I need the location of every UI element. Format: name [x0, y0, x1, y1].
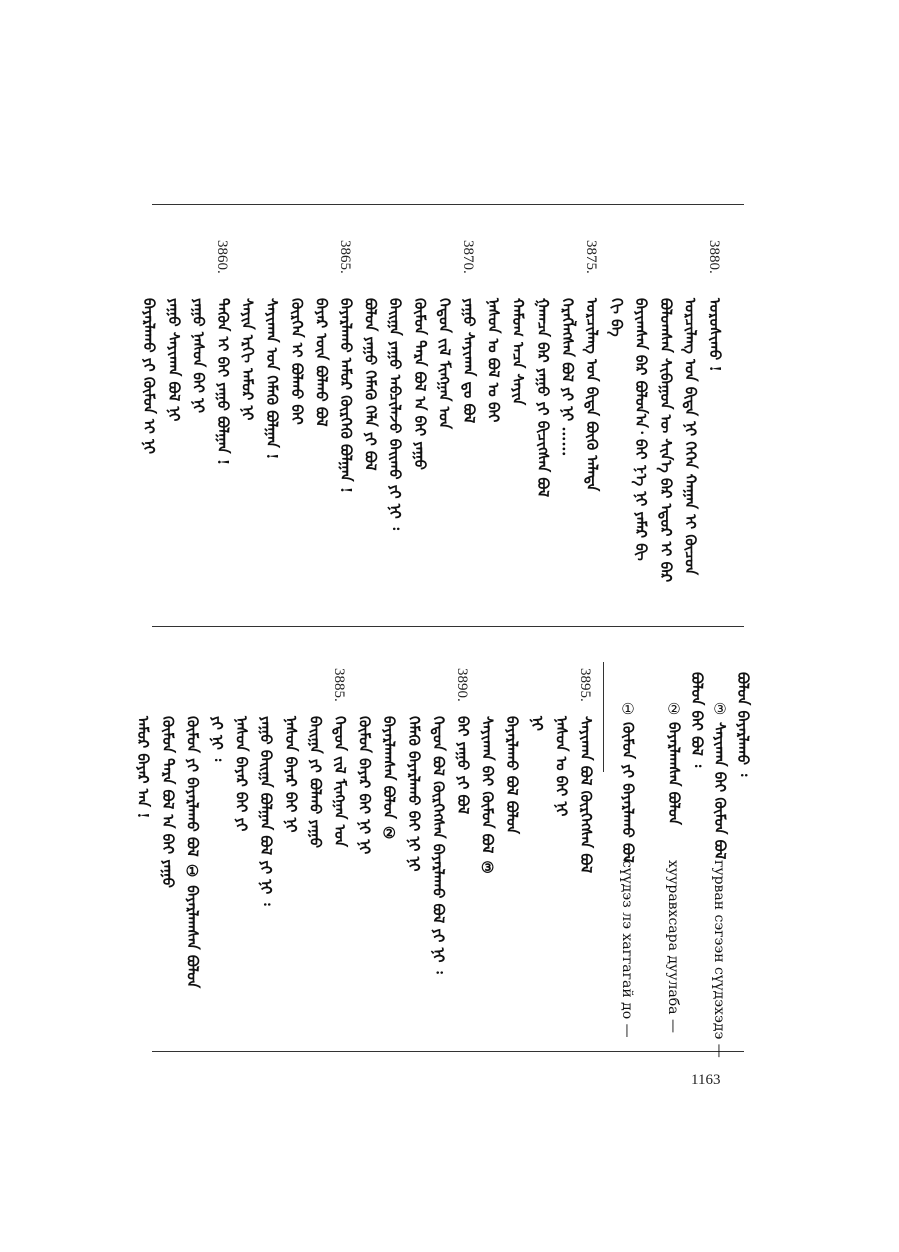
footnote-cyrillic: хууравхсара дуулаба — — [665, 860, 681, 1033]
footnote-mark: ① — [619, 700, 637, 718]
verse-line: ᠶᠠᠭᠤ ᠨᠠᠰᠤᠨ ᠪᠠᠢ ᠨᠢ — [189, 298, 208, 413]
page-number: 1163 — [691, 1072, 721, 1088]
footnote-cyrillic: гурван сэгээн сүүдэхэдэ — — [711, 860, 727, 1058]
verse-line: ᠠᠮᠤᠷ ᠪᠠᠶᠠᠷ ᠠᠨ ! — [134, 716, 153, 819]
verse-line: ᠬᠦᠮᠦᠨ ᠶᠢ ᠪᠠᠶᠠᠷᠯᠠᠬᠤ ᠪᠣᠯ ① ᠪᠠᠶᠠᠷᠯᠠᠭᠰᠠᠨ ᠪᠣᠯᠤᠨ — [183, 716, 202, 989]
line-number: 3875. — [583, 240, 599, 274]
middle-rule — [152, 626, 744, 627]
verse-line: ᠲᠡᠭᠦᠨ ᠢ ᠪᠠᠢ ᠶᠠᠭᠤ ᠪᠣᠯᠭᠠᠨ ! — [214, 298, 232, 466]
line-number: 3870. — [460, 240, 476, 274]
line-number: 3885. — [331, 668, 347, 702]
verse-line: ᠬᠦᠮᠦᠨ ᠪᠠᠶᠠᠷ ᠪᠠᠢ ᠨᠢ ᠨᠢ — [355, 716, 374, 855]
footnote-tail: ᠪᠣᠯᠤᠨ ᠪᠠᠢ ᠪᠣᠯ ᠄ — [688, 672, 706, 768]
verse-line: ᠣᠷᠤᠰᠢᠬᠤ ! — [706, 298, 724, 372]
footnote-tail: ᠪᠣᠯᠤᠨ ᠪᠠᠶᠠᠷᠯᠠᠬᠤ ᠄ — [734, 672, 752, 777]
line-number: 3860. — [214, 240, 230, 274]
verse-line: ᠪᠣᠯᠤᠨ ᠶᠠᠭᠤ ᠬᠡᠮᠡᠬᠦ ᠬᠡᠯᠡ ᠶᠢ ᠪᠣᠯ — [361, 298, 380, 471]
verse-line: ᠪᠠᠶᠠᠷᠯᠠᠭᠰᠠᠨ ᠪᠣᠯᠤᠨ ② — [380, 716, 399, 843]
verse-line: ᠪᠠᠢᠭᠠ ᠶᠢ ᠪᠣᠯᠬᠤ ᠶᠠᠭᠤ — [306, 716, 325, 849]
verse-line: ᠬᠦᠷᠭᠡᠨ ᠢ ᠪᠣᠯᠬᠤ ᠪᠠᠢ — [287, 298, 306, 425]
verse-line: ᠬᠡᠮᠡᠬᠦ ᠪᠠᠶᠠᠷᠯᠠᠬᠤ ᠪᠠᠢ ᠨᠢ ᠨᠢ — [404, 716, 423, 872]
verse-line: ᠭᠠᠭᠴᠠ ᠪᠠᠷ ᠶᠠᠭᠤ ᠶᠢ ᠪᠢᠴᠢᠭᠰᠡᠨ ᠪᠣᠯ — [533, 298, 552, 498]
verse-line: ᠬᠡᠳᠦᠨ ᠪᠣᠯ ᠬᠦᠷᠭᠡᠭᠰᠡᠨ ᠪᠠᠶᠠᠷᠯᠠᠬᠤ ᠪᠣᠯ ᠶᠢ ᠨᠢ ᠄ — [429, 716, 448, 974]
verse-line: ᠪᠠᠢ ᠶᠠᠭᠤ ᠶᠢ ᠪᠣᠯ — [454, 716, 472, 815]
verse-line: ᠰᠠᠶᠢᠨ ᠡᠷᠬᠢ ᠠᠮᠤᠷ ᠨᠢ — [238, 298, 257, 421]
verse-line: ᠬᠡᠳᠦᠨ ᠵᠢᠯ ᠮᠢᠩᠭᠠᠨ ᠣᠨ — [435, 298, 454, 430]
verse-line: ᠬᠢ ᠪᠡ — [607, 298, 626, 337]
verse-line: ᠬᠠᠮᠤᠭ ᠠᠴᠠ ᠰᠠᠶᠢᠨ — [509, 298, 528, 406]
line-number: 3880. — [706, 240, 722, 274]
bottom-rule — [152, 1051, 744, 1052]
verse-line: ᠨᠠᠰᠤᠨ ᠤ ᠪᠠᠢ ᠨᠢ — [552, 716, 571, 817]
verse-line: ᠰᠠᠶᠢᠬᠠᠨ ᠪᠣᠯ ᠬᠦᠷᠭᠡᠭᠰᠡᠨ ᠪᠣᠯ — [577, 716, 595, 874]
footnote-text: ᠪᠠᠶᠠᠷᠯᠠᠭᠰᠠᠨ ᠪᠣᠯᠤᠨ — [665, 722, 683, 825]
verse-line: ᠶᠠᠭᠤ ᠰᠠᠶᠢᠬᠠᠨ ᠳᠤ ᠪᠣᠯ — [460, 298, 478, 424]
line-number: 3865. — [337, 240, 353, 274]
verse-line: ᠨᠠᠰᠤᠨ ᠪᠠᠶᠠᠷ ᠪᠠᠢ ᠶᠢ — [232, 716, 251, 832]
verse-line: ᠣᠷᠴᠢᠯᠠᠩ ᠤᠨ ᠪᠢᠳᠡ ᠪᠦᠬᠦ ᠠᠯᠠᠳᠠ — [583, 298, 601, 492]
verse-line: ᠨᠠᠰᠤᠨ ᠪᠠᠶᠠᠷ ᠪᠠᠢ ᠨᠢ — [281, 716, 300, 833]
footnote-mark: ② — [665, 700, 683, 718]
verse-line: ᠬᠦᠮᠦᠨ ᠲᠡᠷᠡ ᠪᠣᠯ ᠠ ᠪᠠᠢ ᠶᠠᠭᠤ — [158, 716, 177, 888]
verse-line: ᠨᠠᠰᠤᠨ ᠤ ᠪᠣᠯ ᠤ ᠪᠠᠢ — [484, 298, 503, 423]
verse-line: ᠣᠷᠴᠢᠯᠠᠩ ᠤᠨ ᠪᠢᠳᠡ ᠨᠢ ᠭᠡᠭᠡᠨ ᠬᠠᠭᠠᠨ ᠢ ᠬᠦᠴᠦᠨ — [681, 298, 700, 576]
verse-line: ᠶᠠᠭᠤ ᠪᠠᠢᠭᠠ ᠪᠣᠯᠭᠠᠨ ᠪᠣᠯ ᠶᠢ ᠨᠢ ᠄ — [257, 716, 276, 906]
verse-line: ᠬᠦᠮᠦᠨ ᠲᠡᠷᠡ ᠪᠣᠯ ᠠ ᠪᠠᠢ ᠶᠠᠭᠤ — [410, 298, 429, 470]
verse-line: ᠶᠠᠭᠤ ᠰᠠᠶᠢᠬᠠᠨ ᠪᠣᠯ ᠨᠢ — [164, 298, 183, 422]
verse-line: ᠰᠠᠶᠢᠬᠠᠨ ᠤᠨ ᠬᠡᠮᠡᠬᠦ ᠪᠣᠯᠭᠠᠨ ! — [263, 298, 282, 460]
verse-line: ᠪᠠᠶᠠᠷᠯᠠᠬᠤ ᠠᠮᠤᠷ ᠬᠦᠷᠭᠡᠬᠦ ᠪᠣᠯᠭᠠᠨ ! — [337, 298, 355, 494]
footnote-text: ᠬᠦᠮᠦᠨ ᠶᠢ ᠪᠠᠶᠠᠷᠯᠠᠬᠤ ᠪᠣᠯ — [619, 722, 637, 863]
footnote-separator — [603, 662, 604, 772]
verse-line: ᠪᠣᠯᠤᠭᠰᠠᠨ ᠰᠢᠪᠠᠭᠤᠨ ᠦ ᠰᠢᠨ᠎ᠡ ᠪᠠᠷ ᠡᠳᠦᠷ ᠢ ᠪᠠᠷ — [656, 298, 675, 583]
footnote-text: ᠰᠠᠶᠢᠬᠠᠨ ᠪᠠᠢ ᠬᠦᠮᠦᠨ ᠪᠣᠯ — [711, 722, 729, 860]
verse-line: ᠬᠡᠷᠡᠭᠯᠡᠭᠰᠡᠨ ᠪᠣᠯ ᠶᠢ ᠨᠢ …… — [558, 298, 577, 457]
line-number: 3895. — [577, 668, 593, 702]
verse-line: ᠨᠢ — [527, 716, 546, 731]
verse-line: ᠰᠠᠶᠢᠬᠠᠨ ᠪᠠᠢ ᠬᠦᠮᠦᠨ ᠪᠣᠯ ③ — [478, 716, 497, 877]
verse-line: ᠬᠡᠳᠦᠨ ᠵᠢᠯ ᠮᠢᠩᠭᠠᠨ ᠣᠨ — [331, 716, 349, 848]
verse-line: ᠪᠠᠶᠠᠷ ᠦᠨ ᠪᠣᠯᠬᠤ ᠪᠣᠯ — [312, 298, 331, 427]
top-rule — [152, 204, 744, 205]
verse-line: ᠶᠢ ᠨᠢ ᠄ — [208, 716, 226, 762]
verse-line: ᠪᠠᠶᠠᠷᠯᠠᠬᠤ ᠪᠣᠯ ᠪᠣᠯᠤᠨ — [503, 716, 522, 835]
verse-line: ᠪᠠᠢᠭᠠ ᠶᠠᠭᠤ ᠠᠪᠴᠢᠯᠠᠵᠤ ᠪᠠᠢᠬᠤ ᠶᠢ ᠨᠢ ᠄ — [386, 298, 405, 530]
line-number: 3890. — [454, 668, 470, 702]
footnote-cyrillic: сүүдэз лэ хаггагай до — — [619, 860, 635, 1038]
verse-line: ᠪᠠᠶᠢᠭᠰᠠᠨ ᠪᠠᠷ ᠪᠣᠯᠤᠨ᠎ᠠ᠂ ᠪᠠᠢ ᠨ᠎ᠡ ᠨᠢ ᠶᠠᠮᠠᠷ ᠪᠢ — [632, 298, 651, 561]
verse-line: ᠪᠠᠶᠠᠷᠯᠠᠬᠤ ᠶᠢ ᠬᠦᠮᠦᠨ ᠢ ᠨᠢ — [140, 298, 159, 455]
footnote-mark: ③ — [711, 700, 729, 718]
